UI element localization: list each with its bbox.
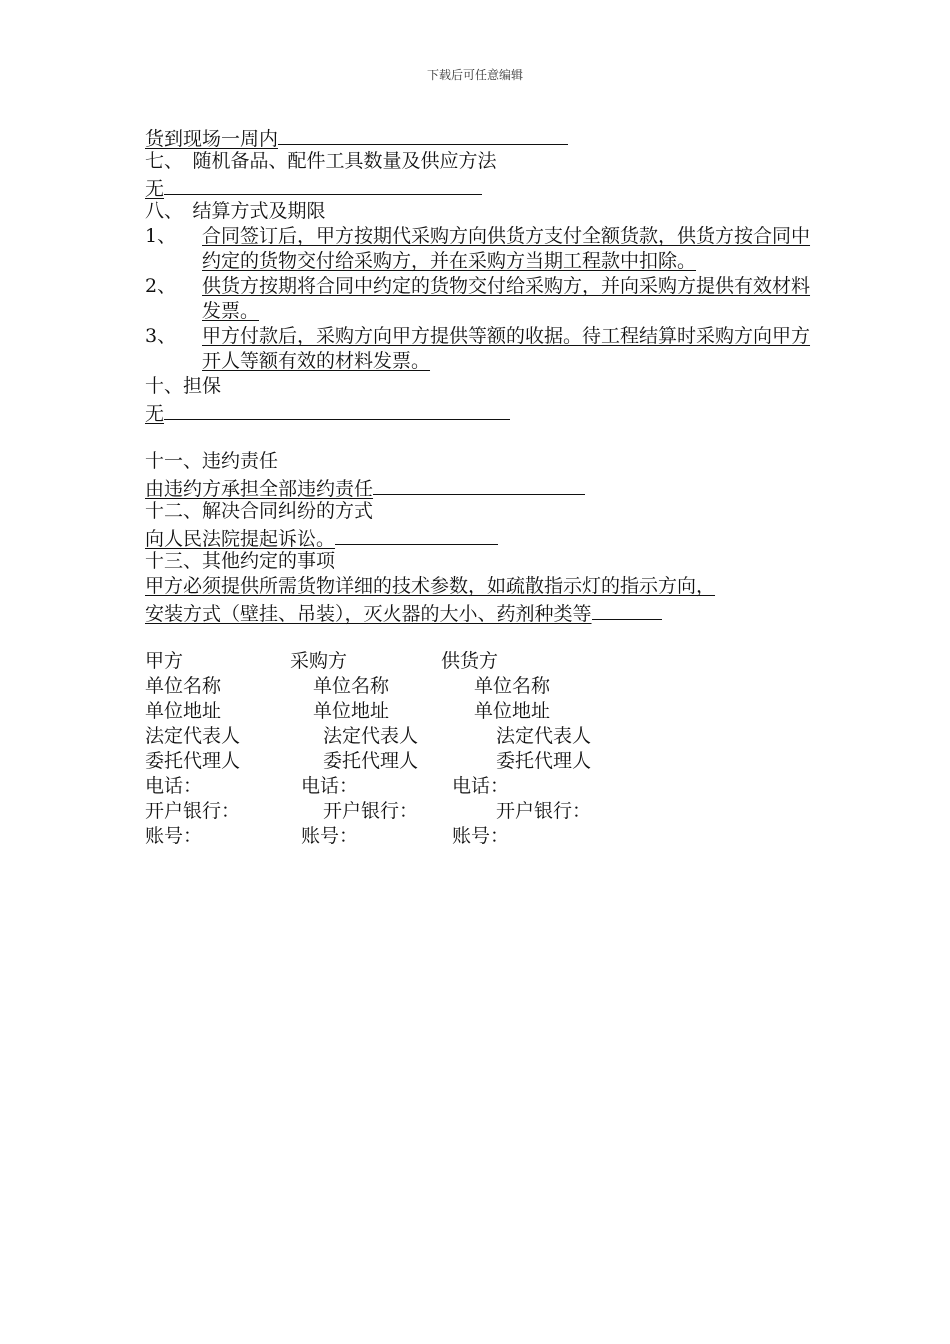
signature-field: 账号： [301,825,359,847]
signature-field: 开户银行： [496,800,592,822]
section-8-item [145,324,835,374]
signature-field: 法定代表人 [145,725,241,747]
delivery-text: 货到现场一周内 [145,128,279,150]
section-7-title: 七、 随机备品、配件工具数量及供应方法 [145,150,497,172]
item-text: 合同签订后，甲方按期代采购方向供货方支付全额货款，供货方按合同中约定的货物交付给采购方，并在采购方当期工程款中扣除。 [202,225,811,272]
signature-field: 电话： [452,775,510,797]
item-number: 3、 [145,325,177,347]
section-13-title: 十三、其他约定的事项 [145,550,336,572]
section-7-value: 无 [145,178,165,200]
underline-blank [592,599,662,620]
section-8-item [145,274,835,324]
section-11-title: 十一、违约责任 [145,450,279,472]
signature-field: 委托代理人 [496,750,592,772]
underline-blank [164,174,482,195]
signature-field: 法定代表人 [323,725,419,747]
section-8-title: 八、 结算方式及期限 [145,200,326,222]
underline-blank [373,474,585,495]
signature-field: 法定代表人 [496,725,592,747]
underline-blank [335,524,498,545]
signature-field: 委托代理人 [145,750,241,772]
signature-field: 委托代理人 [323,750,419,772]
section-13-text-1: 甲方必须提供所需货物详细的技术参数，如疏散指示灯的指示方向， [145,575,716,597]
signature-row [145,699,835,724]
item-number: 1、 [145,225,177,247]
signature-field: 单位名称 [313,675,390,697]
signature-field: 电话： [301,775,359,797]
signature-field: 账号： [452,825,510,847]
section-13-text-2: 安装方式（壁挂、吊装），灭火器的大小、药剂种类等 [145,603,592,625]
section-13-line-1 [145,574,835,599]
signature-field: 开户银行： [145,800,241,822]
section-10-value-line [145,399,835,424]
underline-blank [164,399,510,420]
section-12-value-line [145,524,835,549]
section-11-value-line [145,474,835,499]
signature-row [145,799,835,824]
section-8-item [145,224,835,274]
signature-row [145,824,835,849]
signature-field: 单位地址 [145,700,222,722]
section-11-value: 由违约方承担全部违约责任 [145,478,374,500]
party-supplier: 供货方 [441,650,499,672]
signature-row [145,674,835,699]
underline-blank [278,124,568,145]
signature-field: 账号： [145,825,203,847]
item-number: 2、 [145,275,177,297]
party-purchaser: 采购方 [290,650,348,672]
page-header-note: 下载后可任意编辑 [426,68,523,82]
signature-field: 电话： [145,775,203,797]
signature-field: 单位名称 [145,675,222,697]
section-7-value-line [145,174,835,199]
signature-field: 开户银行： [323,800,419,822]
signature-row [145,774,835,799]
section-12-title: 十二、解决合同纠纷的方式 [145,500,374,522]
section-10-title: 十、担保 [145,375,222,397]
section-13-line-2 [145,599,835,624]
item-text: 甲方付款后，采购方向甲方提供等额的收据。待工程结算时采购方向甲方开人等额有效的材料发票。 [202,325,811,372]
delivery-line [145,124,835,149]
signature-row [145,724,835,749]
section-10-value: 无 [145,403,165,425]
signature-field: 单位地址 [313,700,390,722]
contract-body [145,124,835,849]
item-text: 供货方按期将合同中约定的货物交付给采购方，并向采购方提供有效材料发票。 [202,275,811,322]
signature-field: 单位地址 [474,700,551,722]
signature-field: 单位名称 [474,675,551,697]
signature-parties-row [145,649,835,674]
party-a: 甲方 [145,650,184,672]
section-12-value: 向人民法院提起诉讼。 [145,528,336,550]
signature-row [145,749,835,774]
